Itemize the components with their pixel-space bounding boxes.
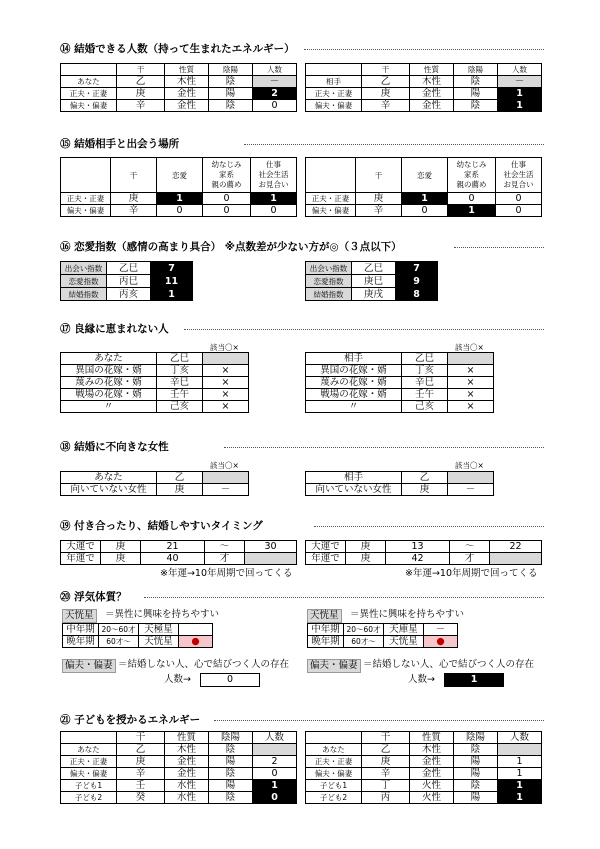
marriage-count-table-partner (305, 63, 542, 112)
table-cell: 庚戌 (352, 288, 396, 301)
bad-match-table-you (60, 352, 249, 413)
table-cell: × (203, 377, 249, 389)
table-cell: 干 (362, 732, 410, 744)
table-cell: 幼なじみ 家系 親の薦め (203, 158, 251, 193)
table-cell: 恋愛 (402, 158, 448, 193)
table-cell (498, 744, 542, 756)
table-cell: 陽 (454, 88, 498, 100)
table-cell: ～ (450, 541, 490, 553)
table-cell: 乙 (117, 744, 165, 756)
table-cell: 庚 (101, 553, 141, 565)
table-cell: 偏夫・偏妻 (306, 205, 356, 217)
table-cell: 〃 (61, 401, 157, 413)
table-cell: 陰 (209, 768, 253, 780)
table-cell: 1 (251, 193, 297, 205)
table-cell: 陰陽 (454, 64, 498, 76)
table-cell: 陰 (454, 100, 498, 112)
affair-table-you (62, 623, 213, 648)
love-index-table-partner (305, 261, 438, 301)
table-cell: 恋愛 (157, 158, 203, 193)
table-cell: 0 (253, 792, 297, 804)
section-21 (60, 713, 544, 727)
table-cell: 丙巳 (107, 275, 151, 288)
table-cell: 性質 (410, 64, 454, 76)
table-cell: 子ども2 (61, 792, 117, 804)
table-cell: × (448, 365, 494, 377)
section-title: ⑯ 恋愛指数（感情の高まり具合） ※点数差が少ない方が◎（３点以下） (60, 241, 402, 253)
table-cell: 1 (157, 193, 203, 205)
table-cell: 金性 (410, 88, 454, 100)
children-table-you (60, 731, 297, 804)
table-cell: 才 (450, 553, 490, 565)
table-cell: 己亥 (402, 401, 448, 413)
table-cell: 正夫・正妻 (61, 88, 117, 100)
children-table-partner (305, 731, 542, 804)
table-cell: 陽 (454, 768, 498, 780)
table-cell: 庚 (101, 541, 141, 553)
timing-note: ※年運→10年周期で回ってくる (405, 568, 538, 579)
table-cell: 人数 (498, 732, 542, 744)
table-cell: 庚 (346, 553, 386, 565)
section-16 (60, 240, 544, 254)
table-cell: 60才～ (344, 636, 384, 648)
table-cell: 中年期 (308, 624, 344, 636)
table-cell: 木性 (410, 76, 454, 88)
applicable-note: 該当〇× (455, 343, 484, 352)
unsuitable-woman-table-partner (305, 471, 494, 496)
table-cell: 1 (498, 768, 542, 780)
section-title: ⑲ 付き合ったり、結婚しやすいタイミング (60, 520, 263, 532)
table-cell: － (498, 76, 542, 88)
table-cell: 丁亥 (157, 365, 203, 377)
table-cell: 恋愛指数 (61, 275, 107, 288)
table-cell: 〃 (306, 401, 402, 413)
table-cell (245, 553, 297, 565)
count-label: 人数→ (164, 674, 191, 685)
section-title: ⑭ 結婚できる人数（持って生まれたエネルギー） (60, 43, 295, 55)
table-cell: 干 (356, 158, 402, 193)
table-cell: 庚 (157, 484, 203, 496)
table-cell: 大運で (306, 541, 346, 553)
table-cell: 乙巳 (107, 262, 151, 275)
table-cell: 人数 (253, 732, 297, 744)
table-cell: 性質 (165, 732, 209, 744)
table-cell: 丁 (362, 780, 410, 792)
table-cell: 庚 (362, 756, 410, 768)
table-cell: 13 (386, 541, 450, 553)
section-title: ⑰ 良縁に恵まれない人 (60, 323, 169, 335)
table-cell: 晩年期 (63, 636, 99, 648)
section-14 (60, 42, 544, 56)
table-cell: 向いていない女性 (306, 484, 402, 496)
table-cell: 正夫・正妻 (61, 756, 117, 768)
table-cell: 20～60才 (99, 624, 139, 636)
table-cell: あなた (61, 744, 117, 756)
table-cell: 60才～ (99, 636, 139, 648)
table-cell: 偏夫・偏妻 (306, 100, 362, 112)
meeting-place-table-partner (305, 157, 542, 217)
table-cell: 21 (141, 541, 205, 553)
table-cell: 金性 (165, 756, 209, 768)
table-cell: 結婚指数 (306, 288, 352, 301)
table-cell: 2 (253, 88, 297, 100)
section-title: ⑮ 結婚相手と出会う場所 (60, 138, 180, 150)
bad-match-table-partner (305, 352, 494, 413)
table-cell: 干 (111, 158, 157, 193)
table-cell: 水性 (165, 792, 209, 804)
table-cell: 異国の花嫁・婿 (306, 365, 402, 377)
table-cell: － (424, 624, 458, 636)
table-cell: 相手 (306, 353, 402, 365)
hen-label: 偏夫・偏妻 (307, 659, 361, 673)
table-cell: 壬 (117, 780, 165, 792)
table-cell: 癸 (117, 792, 165, 804)
table-cell: 0 (157, 205, 203, 217)
table-cell (253, 744, 297, 756)
table-cell: 0 (203, 193, 251, 205)
table-cell: 30 (245, 541, 297, 553)
table-cell: 庚 (111, 193, 157, 205)
table-cell: 相手 (306, 472, 402, 484)
table-cell: 中年期 (63, 624, 99, 636)
table-cell: 金性 (165, 100, 209, 112)
table-cell: 蔑みの花嫁・婿 (61, 377, 157, 389)
table-cell: 2 (253, 756, 297, 768)
table-cell: 恋愛指数 (306, 275, 352, 288)
table-cell: 乙 (402, 472, 448, 484)
table-cell: 相手 (306, 76, 362, 88)
table-cell: 壬午 (402, 389, 448, 401)
table-cell: 幼なじみ 家系 親の薦め (448, 158, 496, 193)
table-cell: 20～60才 (344, 624, 384, 636)
section-20 (60, 590, 544, 604)
table-cell: 庚巳 (352, 275, 396, 288)
table-cell: 1 (498, 88, 542, 100)
table-cell: × (203, 365, 249, 377)
table-cell: 正夫・正妻 (306, 88, 362, 100)
table-cell: 7 (396, 262, 438, 275)
hen-text: ＝結婚しない人、心で結びつく人の存在 (118, 659, 290, 670)
table-cell: × (203, 389, 249, 401)
count-box-you: 0 (200, 673, 260, 687)
section-title: ㉑ 子どもを授かるエネルギー (60, 714, 201, 726)
table-cell: 7 (151, 262, 193, 275)
table-cell (306, 64, 362, 76)
table-cell: 仕事 社会生活 お見合い (496, 158, 542, 193)
table-cell: 庚 (356, 193, 402, 205)
table-cell (306, 158, 356, 193)
table-cell: 偏夫・偏妻 (61, 100, 117, 112)
table-cell: 0 (496, 193, 542, 205)
table-cell: × (448, 377, 494, 389)
table-cell: 子ども1 (61, 780, 117, 792)
table-cell: 才 (205, 553, 245, 565)
table-cell: 天庫星 (384, 624, 424, 636)
table-cell: あなた (61, 472, 157, 484)
table-cell: 1 (498, 756, 542, 768)
meeting-place-table-you (60, 157, 297, 217)
table-cell: × (203, 401, 249, 413)
table-cell: 戦場の花嫁・婿 (61, 389, 157, 401)
table-cell: 天極星 (139, 624, 179, 636)
table-cell: 晩年期 (308, 636, 344, 648)
table-cell: 庚 (346, 541, 386, 553)
table-cell: － (203, 484, 249, 496)
section-18 (60, 440, 544, 454)
table-cell: 陽 (209, 88, 253, 100)
affair-table-partner (307, 623, 458, 648)
table-cell (203, 353, 249, 365)
table-cell: 0 (402, 205, 448, 217)
table-cell (448, 353, 494, 365)
timing-table-you (60, 540, 297, 565)
love-index-table-you (60, 261, 193, 301)
table-cell: 性質 (165, 64, 209, 76)
star-label: 天恍星 (307, 609, 342, 623)
table-cell: 人数 (498, 64, 542, 76)
table-cell: 出会い指数 (306, 262, 352, 275)
table-cell: 陽 (454, 792, 498, 804)
table-cell: 陰 (209, 744, 253, 756)
table-cell: 木性 (165, 76, 209, 88)
table-cell: 仕事 社会生活 お見合い (251, 158, 297, 193)
table-cell: 陰 (209, 100, 253, 112)
table-cell: 陽 (209, 780, 253, 792)
table-cell: 干 (362, 64, 410, 76)
table-cell: 子ども2 (306, 792, 362, 804)
table-cell: 偏夫・偏妻 (61, 768, 117, 780)
table-cell: 己亥 (157, 401, 203, 413)
table-cell: 0 (496, 205, 542, 217)
table-cell (61, 732, 117, 744)
table-cell: － (448, 484, 494, 496)
table-cell: 乙 (362, 76, 410, 88)
table-cell: 乙 (157, 472, 203, 484)
table-cell: 1 (151, 288, 193, 301)
table-cell: 辛 (356, 205, 402, 217)
table-cell: 乙巳 (157, 353, 203, 365)
table-cell: 正夫・正妻 (306, 756, 362, 768)
count-box-partner: 1 (444, 673, 504, 687)
table-cell: 正夫・正妻 (306, 193, 356, 205)
table-cell: 辛 (117, 100, 165, 112)
table-cell: ● (424, 636, 458, 648)
table-cell: 金性 (165, 768, 209, 780)
table-cell: 辛巳 (157, 377, 203, 389)
table-cell: 庚 (402, 484, 448, 496)
table-cell: 壬午 (157, 389, 203, 401)
table-cell: 陰 (209, 792, 253, 804)
star-label: 天恍星 (62, 609, 97, 623)
table-cell: 11 (151, 275, 193, 288)
table-cell: 1 (498, 792, 542, 804)
applicable-note: 該当〇× (455, 461, 484, 470)
table-cell (61, 64, 117, 76)
table-cell: 陰陽 (209, 64, 253, 76)
section-title: ⑱ 結婚に不向きな女性 (60, 441, 169, 453)
table-cell: 42 (386, 553, 450, 565)
section-15 (60, 137, 544, 151)
table-cell: 陽 (209, 756, 253, 768)
table-cell: 辛 (117, 768, 165, 780)
table-cell: 陰 (209, 76, 253, 88)
table-cell: 金性 (165, 88, 209, 100)
table-cell: 0 (203, 205, 251, 217)
table-cell: ～ (205, 541, 245, 553)
table-cell: 陰 (454, 744, 498, 756)
table-cell (448, 472, 494, 484)
table-cell: 干 (117, 732, 165, 744)
hen-label: 偏夫・偏妻 (62, 659, 116, 673)
table-cell (490, 553, 542, 565)
table-cell: 9 (396, 275, 438, 288)
table-cell: 木性 (410, 744, 454, 756)
table-cell (306, 732, 362, 744)
table-cell: 年運で (61, 553, 101, 565)
table-cell: 1 (498, 780, 542, 792)
table-cell: ● (179, 636, 213, 648)
table-cell: 辛巳 (402, 377, 448, 389)
table-cell: 乙巳 (352, 262, 396, 275)
table-cell: あなた (61, 353, 157, 365)
table-cell: 干 (117, 64, 165, 76)
table-cell: 0 (253, 100, 297, 112)
table-cell: 偏夫・偏妻 (61, 205, 111, 217)
table-cell: 1 (448, 205, 496, 217)
table-cell: 乙巳 (402, 353, 448, 365)
table-cell: 火性 (410, 780, 454, 792)
table-cell: 天恍星 (139, 636, 179, 648)
table-cell: 辛 (362, 100, 410, 112)
table-cell: 戦場の花嫁・婿 (306, 389, 402, 401)
table-cell: 辛 (111, 205, 157, 217)
marriage-count-table-you (60, 63, 297, 112)
table-cell: 40 (141, 553, 205, 565)
table-cell: × (448, 401, 494, 413)
table-cell: あなた (61, 76, 117, 88)
table-cell (179, 624, 213, 636)
table-cell: 異国の花嫁・婿 (61, 365, 157, 377)
table-cell: 庚 (117, 88, 165, 100)
section-title: ⑳ 浮気体質？ (60, 591, 127, 603)
table-cell: 火性 (410, 792, 454, 804)
table-cell: 年運で (306, 553, 346, 565)
table-cell: 金性 (410, 100, 454, 112)
table-cell: 天恍星 (384, 636, 424, 648)
table-cell: 陰陽 (209, 732, 253, 744)
table-cell: 蔑みの花嫁・婿 (306, 377, 402, 389)
table-cell: 1 (402, 193, 448, 205)
table-cell: 0 (448, 193, 496, 205)
table-cell: 乙 (362, 744, 410, 756)
table-cell: 22 (490, 541, 542, 553)
table-cell: 正夫・正妻 (61, 193, 111, 205)
table-cell: 金性 (410, 768, 454, 780)
timing-note: ※年運→10年周期で回ってくる (160, 568, 293, 579)
applicable-note: 該当〇× (210, 343, 239, 352)
table-cell: 陰 (454, 780, 498, 792)
table-cell: 陰陽 (454, 732, 498, 744)
star-text: ＝異性に興味を持ちやすい (350, 609, 465, 620)
table-cell: × (448, 389, 494, 401)
table-cell: 水性 (165, 780, 209, 792)
timing-table-partner (305, 540, 542, 565)
table-cell: 木性 (165, 744, 209, 756)
unsuitable-woman-table-you (60, 471, 249, 496)
table-cell: 子ども1 (306, 780, 362, 792)
table-cell: 1 (253, 780, 297, 792)
table-cell: － (253, 76, 297, 88)
table-cell: 1 (498, 100, 542, 112)
table-cell: 丙亥 (107, 288, 151, 301)
table-cell: 丁亥 (402, 365, 448, 377)
table-cell: 大運で (61, 541, 101, 553)
table-cell: 丙 (362, 792, 410, 804)
table-cell: 偏夫・偏妻 (306, 768, 362, 780)
hen-text: ＝結婚しない人、心で結びつく人の存在 (363, 659, 535, 670)
section-17 (60, 322, 544, 336)
table-cell: 性質 (410, 732, 454, 744)
table-cell: 0 (253, 768, 297, 780)
table-cell: 庚 (362, 88, 410, 100)
table-cell: あなた (306, 744, 362, 756)
table-cell: 庚 (117, 756, 165, 768)
table-cell: 0 (251, 205, 297, 217)
star-text: ＝異性に興味を持ちやすい (105, 609, 220, 620)
table-cell: 結婚指数 (61, 288, 107, 301)
table-cell: 辛 (362, 768, 410, 780)
table-cell: 陽 (454, 756, 498, 768)
applicable-note: 該当〇× (210, 461, 239, 470)
table-cell: 陰 (454, 76, 498, 88)
table-cell: 人数 (253, 64, 297, 76)
table-cell: 8 (396, 288, 438, 301)
table-cell: 向いていない女性 (61, 484, 157, 496)
table-cell (203, 472, 249, 484)
table-cell (61, 158, 111, 193)
count-label: 人数→ (408, 674, 435, 685)
section-19 (60, 519, 544, 533)
table-cell: 出会い指数 (61, 262, 107, 275)
table-cell: 乙 (117, 76, 165, 88)
table-cell: 金性 (410, 756, 454, 768)
